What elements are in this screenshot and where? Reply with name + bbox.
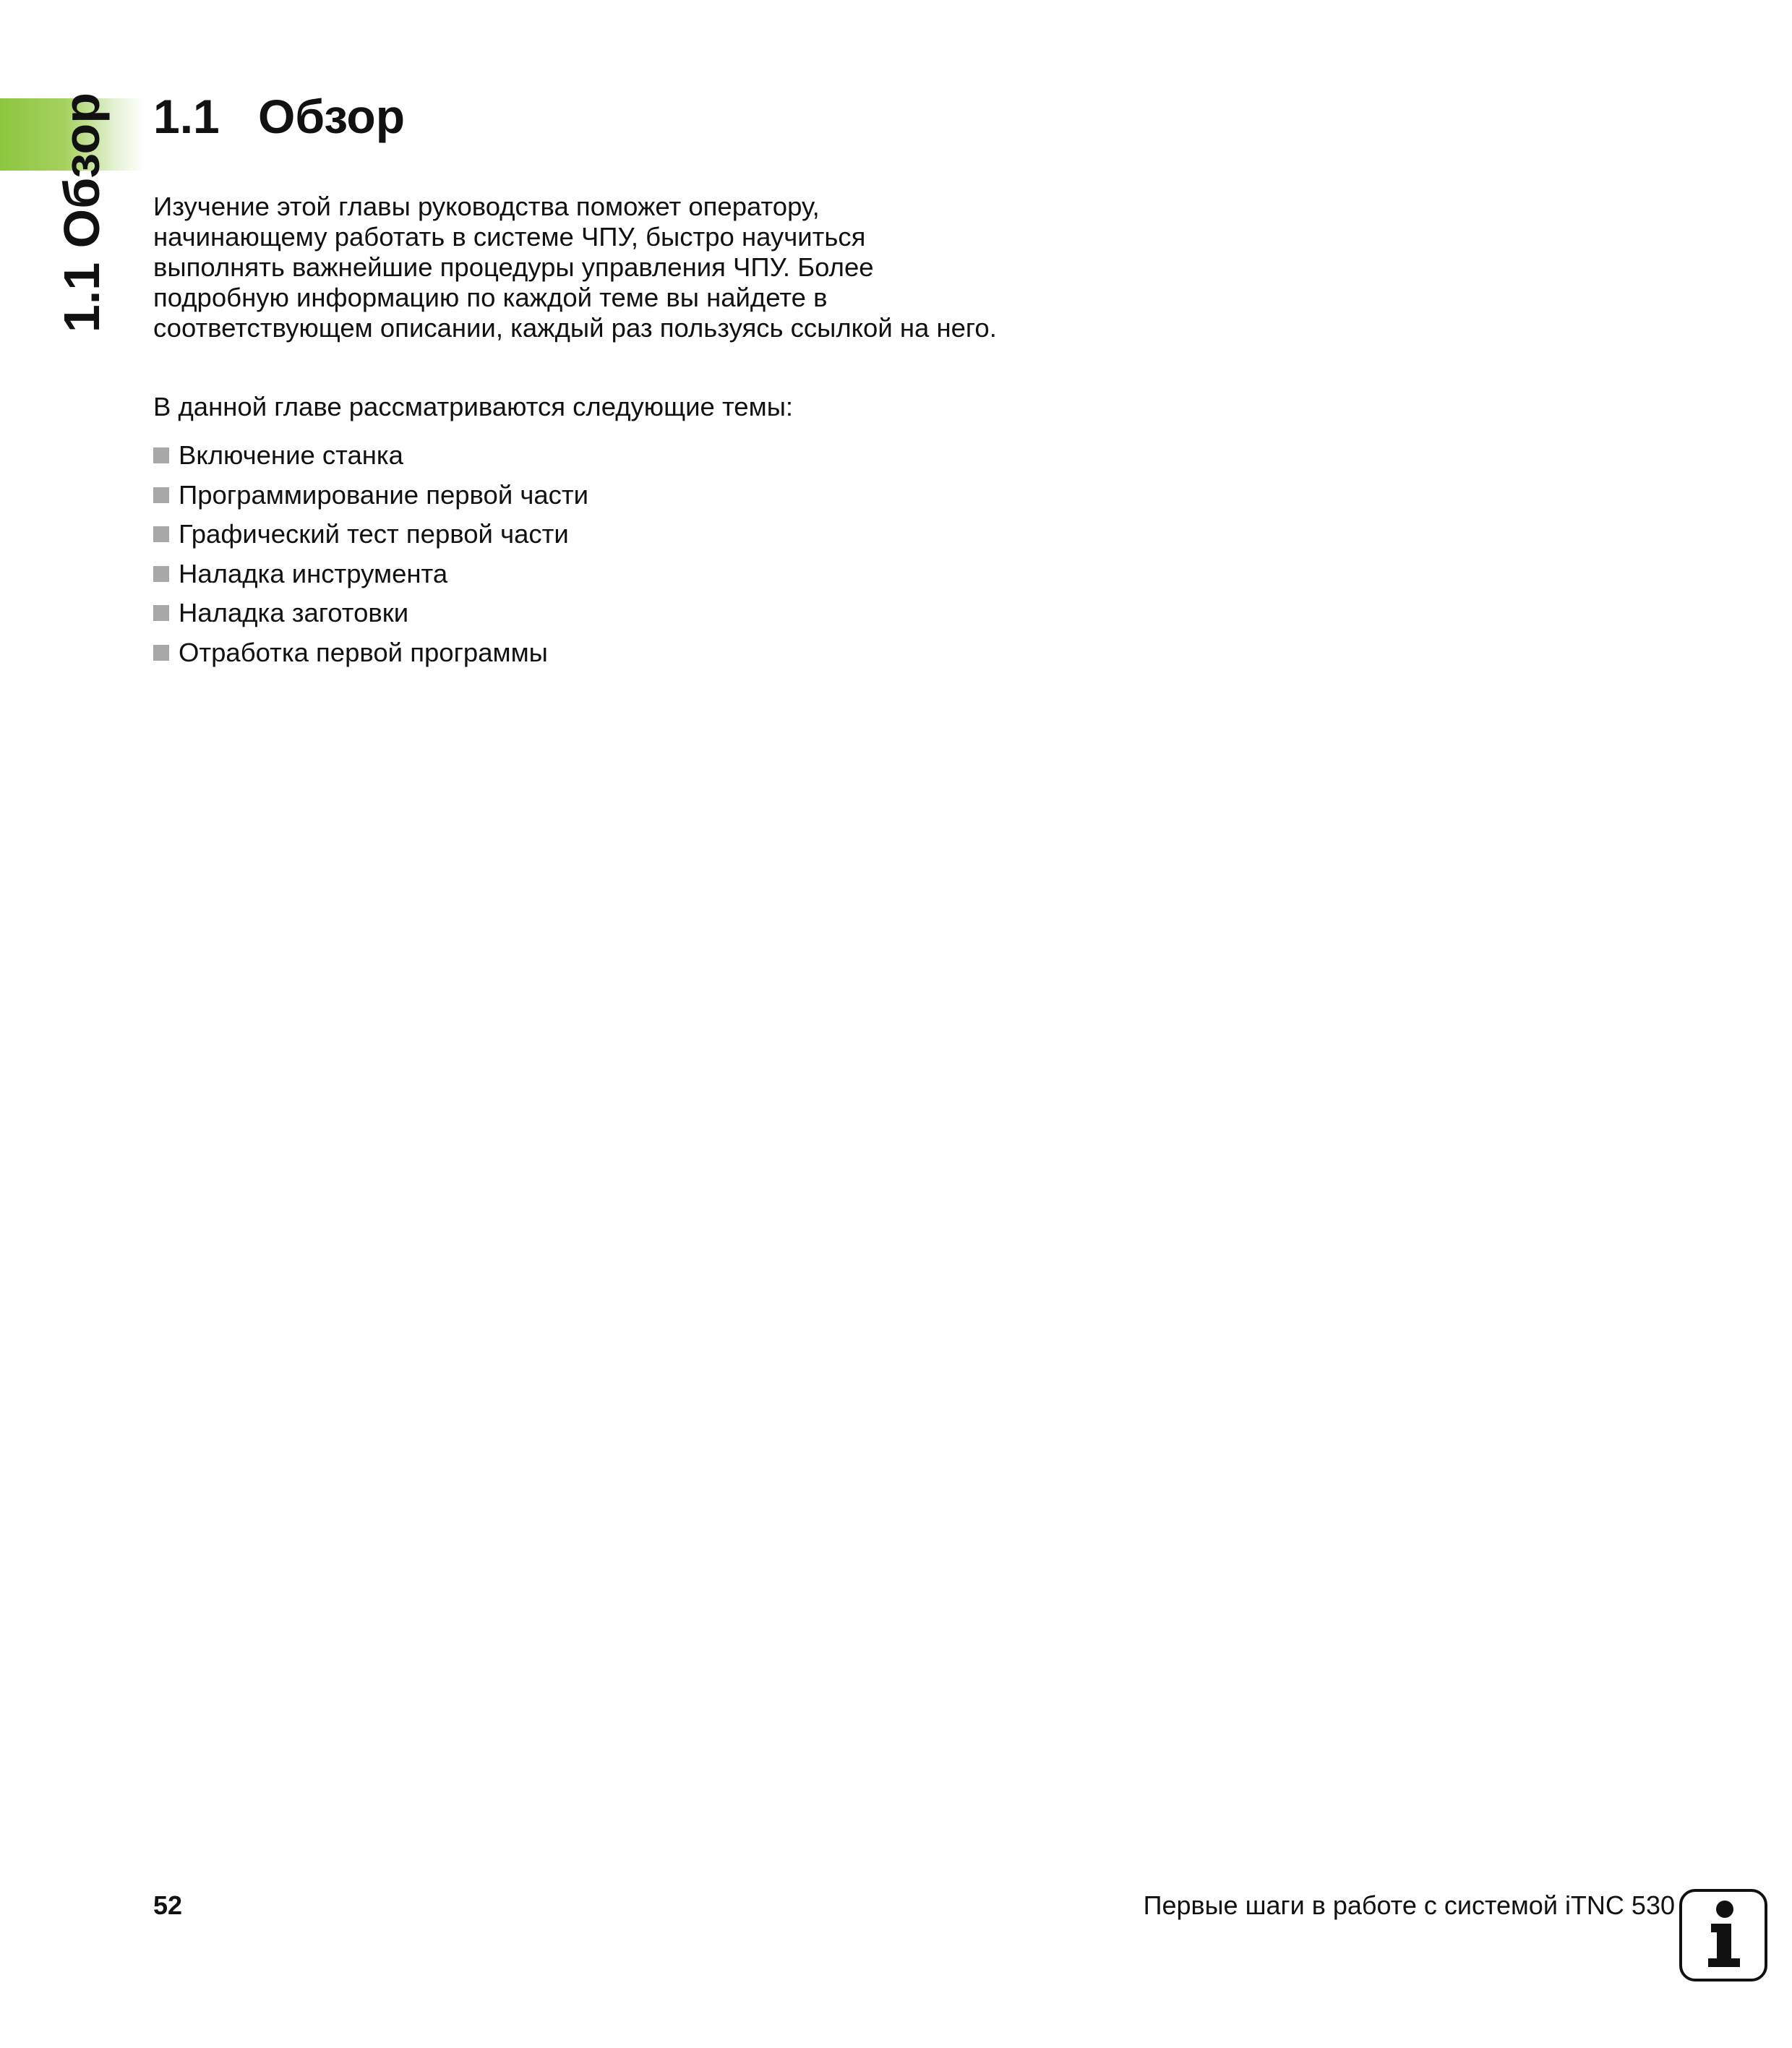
list-item [153,638,588,677]
list-item [153,440,588,480]
square-bullet-icon [153,605,169,621]
footer-title: Первые шаги в работе с системой iTNC 530 [1143,1890,1675,1920]
topic-label: Программирование первой части [179,479,589,510]
square-bullet-icon [153,487,169,503]
section-number: 1.1 [153,90,220,143]
topics-list [153,440,588,677]
section-title: Обзор [258,90,406,143]
side-label-text: 1.1 Обзор [53,92,110,333]
topics-lead-text: В данной главе рассматриваются следующие темы: [153,392,794,421]
square-bullet-icon [153,566,169,582]
chapter-side-label [49,92,110,333]
list-item [153,559,588,599]
list-item [153,480,588,520]
square-bullet-icon [153,526,169,542]
square-bullet-icon [153,447,169,463]
info-icon [1679,1889,1767,1981]
page-number: 52 [153,1890,183,1920]
section-heading [153,88,405,145]
list-item [153,519,588,559]
topic-label: Наладка инструмента [179,558,448,588]
topic-label: Графический тест первой части [179,519,569,549]
topic-label: Наладка заготовки [179,598,409,627]
list-item [153,598,588,638]
square-bullet-icon [153,645,169,661]
topic-label: Включение станка [179,440,403,470]
topic-label: Отработка первой программы [179,637,548,667]
intro-paragraph: Изучение этой главы руководства поможет оператору, начинающему работать в системе ЧПУ, быстро научиться выполнять важнейшие процедуры управления ЧПУ. Более подробную информацию по каждой теме вы найдете в соответствующем описании, каждый раз пользуясь ссылкой на него. [153,192,997,343]
